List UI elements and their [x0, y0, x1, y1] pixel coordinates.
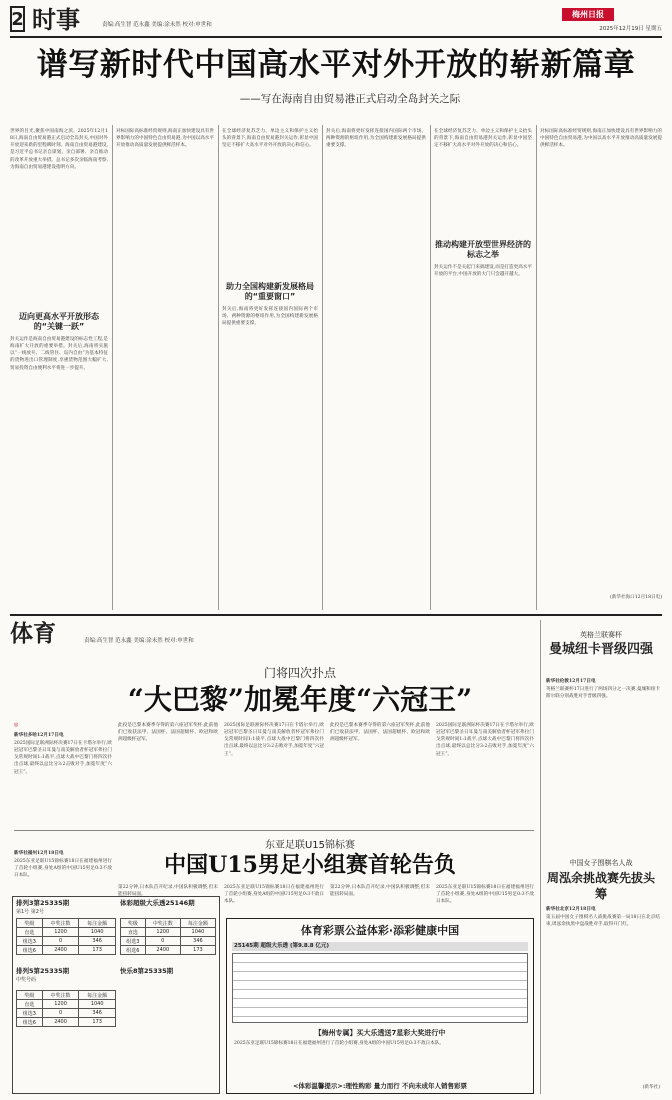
col-header: 中奖注数 — [42, 919, 79, 928]
column-rule — [322, 125, 323, 610]
lottery-ad-title: 体育彩票公益体彩·添彩健康中国 — [300, 924, 460, 937]
lead-column-1b: 封关运作是海南自由贸易港建设的标志性工程,是海南扩大开放的重要举措。封关后,海南将实施以“一线放开、二线管住、岛内自由”为基本特征的货物进出口管理制度,享惠货物范围大幅扩大,贸易投资自由便利水平将进一步提升。 — [10, 337, 108, 371]
story-rule — [14, 830, 534, 831]
lottery-jackpot-note: 【梅州专属】买大乐透送7星彩大奖进行中 — [314, 1029, 446, 1037]
lead-subheadline: ——写在海南自由贸易港正式启动全岛封关之际 — [239, 93, 461, 105]
right-dateline-1: 新华社伦敦12月17日电 — [546, 679, 596, 684]
lead-column-5b: 封关运作不是关起门来搞建设,而是打造更高水平开放的平台,中国开放的大门只会越开越大。 — [434, 265, 532, 278]
table-row: 直选 1200 1040 — [17, 1000, 116, 1009]
table-row: 组选6 2400 173 — [121, 946, 216, 955]
lottery-footer-note: <体彩温馨提示>:理性购彩 量力而行 不向未成年人销售彩票 — [292, 1082, 468, 1090]
lead-subheading-1: 迈向更高水平开放形态的“关键一跃” — [19, 312, 99, 331]
right-headline-1: 曼城纽卡晋级四强 — [548, 642, 653, 657]
lottery-draw-2: 排列5第25335期 — [16, 967, 70, 975]
lead-column-2: 对标国际高标准经贸规则,海南正加快建设具有世界影响力的中国特色自由贸易港,为中国以高水平开放推动高质量发展提供鲜活样本。 — [116, 129, 214, 149]
sport-kicker-2: 东亚足联U15锦标赛 — [264, 840, 356, 851]
lottery-table-1 — [16, 918, 116, 955]
lead-column-1: 世界的目光,聚焦中国南海之滨。2025年12月18日,海南自由贸易港正式启动全岛封关,中国对外开放迎来新的里程碑时刻。海南自由贸易港建设,是习近平总书记亲自谋划、亲自部署、亲自推动的改革开放重大举措。总书记多次亲临海南考察,为海南自由贸易港建设指明方向。 — [10, 129, 108, 170]
page-number-badge: 2 — [10, 6, 25, 32]
lottery-draw-3: 体彩超级大乐透25146期 — [120, 899, 195, 907]
lead-column-3: 在全球经济复苏乏力、单边主义和保护主义抬头的背景下,海南自由贸易港封关运作,彰显中国坚定不移扩大高水平对外开放的决心和信心。 — [222, 129, 318, 149]
table-row: 直选 1200 1040 — [121, 928, 216, 937]
sport-body-2a: 2025东亚足联U15锦标赛18日在福建福州进行了首轮小组赛,身处A组的中国U15男足0:3不敌日本队。 — [14, 859, 112, 879]
sport-body-1b: 此役是巴黎本赛季夺得的第六座冠军奖杯,此前他们已收获法甲、法国杯、法国超级杯、欧冠和欧洲超级杯冠军。 — [118, 723, 218, 743]
right-headline-2: 周泓余挑战赛先拔头筹 — [546, 871, 655, 901]
sport-body-2d: 第22分钟,日本队首开纪录,中国队积极调整,但未能扭转局面。 — [330, 885, 430, 898]
sport-dateline-1: 新华社多哈12月17日电 — [14, 733, 64, 738]
right-kicker-1: 英格兰联赛杯 — [580, 631, 622, 639]
lead-subheading-2: 助力全国构建新发展格局的“重要窗口” — [226, 282, 314, 301]
date-line: 2025年12月19日 星期五 — [599, 26, 662, 32]
lottery-draw-1-numbers: 第1号 第2号 — [16, 909, 44, 915]
lottery-result-grid — [232, 953, 528, 1023]
column-rule — [218, 125, 219, 610]
sport-body-1e: 2025国际足联洲际杯决赛17日在卡塔尔举行,欧冠冠军巴黎圣日耳曼与南美解放者杯冠军弗拉门戈常规时间1:1战平,点球大战中巴黎门将四次扑出点球,最终以总比分3:2击败对手,加冕年度“六冠王”。 — [436, 723, 534, 757]
sport-headline-2: 中国U15男足小组赛首轮告负 — [164, 852, 456, 878]
sport-body-1d: 此役是巴黎本赛季夺得的第六座冠军奖杯,此前他们已收获法甲、法国杯、法国超级杯、欧冠和欧洲超级杯冠军。 — [330, 723, 430, 743]
table-row: 组选6 2400 173 — [17, 1018, 116, 1027]
col-header: 每注金额 — [79, 919, 116, 928]
paper-logo: 梅州日报 — [562, 8, 614, 21]
sport-body-1c: 2025国际足联洲际杯决赛17日在卡塔尔举行,欧冠冠军巴黎圣日耳曼与南美解放者杯冠军弗拉门戈常规时间1:1战平,点球大战中巴黎门将四次扑出点球,最终以总比分3:2击败对手,加冕年度“六冠王”。 — [224, 723, 324, 757]
masthead — [10, 6, 662, 36]
photo-caption-label — [14, 722, 18, 728]
lead-source: (新华社海口12月18日电) — [609, 595, 662, 600]
lead-subheading-3: 推动构建开放型世界经济的标志之举 — [435, 240, 531, 259]
col-header: 奖级 — [17, 919, 43, 928]
lead-column-6: 对标国际高标准经贸规则,海南正加快建设具有世界影响力的中国特色自由贸易港,为中国以高水平开放推动高质量发展提供鲜活样本。 — [540, 129, 662, 149]
table-row: 组选3 0 346 — [17, 1009, 116, 1018]
table-row: 组选3 0 346 — [121, 937, 216, 946]
column-rule — [112, 125, 113, 610]
section-rule — [10, 614, 662, 616]
lead-column-4: 封关后,海南将更好发挥连接国内国际两个市场、两种资源的枢纽作用,为全国构建新发展格局提供重要支撑。 — [326, 129, 426, 149]
right-dateline-2: 新华社北京12月18日电 — [546, 907, 596, 912]
editor-line: 责编:高生智 范永鑫 美编:涂未然 校对:申世和 — [102, 22, 212, 28]
sport-body-2b: 第22分钟,日本队首开纪录,中国队积极调整,但未能扭转局面。 — [118, 885, 218, 898]
sport-dateline-2: 新华社福州12月18日电 — [14, 851, 64, 856]
right-body-2: 第五届中国女子围棋名人战挑战赛第一局18日在北京结束,周泓余执黑中盘战胜对手,取得开门红。 — [546, 915, 660, 928]
sport-body-2c: 2025东亚足联U15锦标赛18日在福建福州进行了首轮小组赛,身处A组的中国U15男足0:3不敌日本队。 — [224, 885, 324, 905]
sport-headline-1: “大巴黎”加冕年度“六冠王” — [127, 683, 473, 716]
lottery-ad-body: 2025东亚足联U15锦标赛18日在福建福州进行了首轮小组赛,身处A组的中国U15男足0:3不敌日本队。 — [234, 1041, 444, 1046]
lottery-draw-4: 快乐8第25335期 — [120, 967, 174, 975]
column-rule — [430, 125, 431, 610]
sport-body-1a: 2025国际足联洲际杯决赛17日在卡塔尔举行,欧冠冠军巴黎圣日耳曼与南美解放者杯冠军弗拉门戈常规时间1:1战平,点球大战中巴黎门将四次扑出点球,最终以总比分3:2击败对手,加冕年度“六冠王”。 — [14, 741, 112, 775]
right-body-1: 英格兰联赛杯17日进行了两场四分之一决赛,曼城和纽卡斯尔联分别战胜对手晋级四强。 — [546, 687, 660, 700]
right-source: (新华社) — [642, 1085, 660, 1090]
lead-column-3b: 封关后,海南将更好发挥连接国内国际两个市场、两种资源的枢纽作用,为全国构建新发展格局提供重要支撑。 — [222, 307, 318, 327]
globe-icon: ◎ — [14, 722, 19, 728]
lead-column-5: 在全球经济复苏乏力、单边主义和保护主义抬头的背景下,海南自由贸易港封关运作,彰显中国坚定不移扩大高水平对外开放的决心和信心。 — [434, 129, 532, 149]
lottery-draw-1: 排列3第25335期 — [16, 899, 70, 907]
sport-section-title: 体育 — [10, 621, 56, 647]
table-row: 组选6 2400 173 — [17, 946, 116, 955]
lottery-win-label: 中奖号码 — [16, 977, 37, 983]
lottery-big-title: 25145期 超级大乐透 (第9.8.8 亿元) — [232, 942, 528, 951]
lead-headline: 谱写新时代中国高水平对外开放的崭新篇章 — [36, 47, 636, 83]
masthead-rule — [10, 36, 662, 38]
lottery-table-2: 奖级 中奖注数 每注金额 直选 1200 1040 组选3 0 346 组选6 2400 173 — [16, 990, 116, 1027]
table-row: 直选 1200 1040 — [17, 928, 116, 937]
table-row: 组选3 0 346 — [17, 937, 116, 946]
column-rule — [536, 125, 537, 610]
column-rule — [540, 620, 541, 1094]
sport-body-2e: 2025东亚足联U15锦标赛18日在福建福州进行了首轮小组赛,身处A组的中国U15男足0:3不敌日本队。 — [436, 885, 534, 905]
section-title: 时事 — [32, 6, 80, 34]
sport-editor-line: 责编:高生智 范永鑫 美编:涂未然 校对:申世和 — [84, 638, 194, 644]
sport-kicker-1: 门将四次扑点 — [263, 666, 336, 680]
right-kicker-2: 中国女子围棋名人战 — [569, 859, 633, 867]
lottery-table-3: 奖级 中奖注数 每注金额 直选 1200 1040 组选3 0 346 组选6 2400 173 — [120, 918, 216, 955]
